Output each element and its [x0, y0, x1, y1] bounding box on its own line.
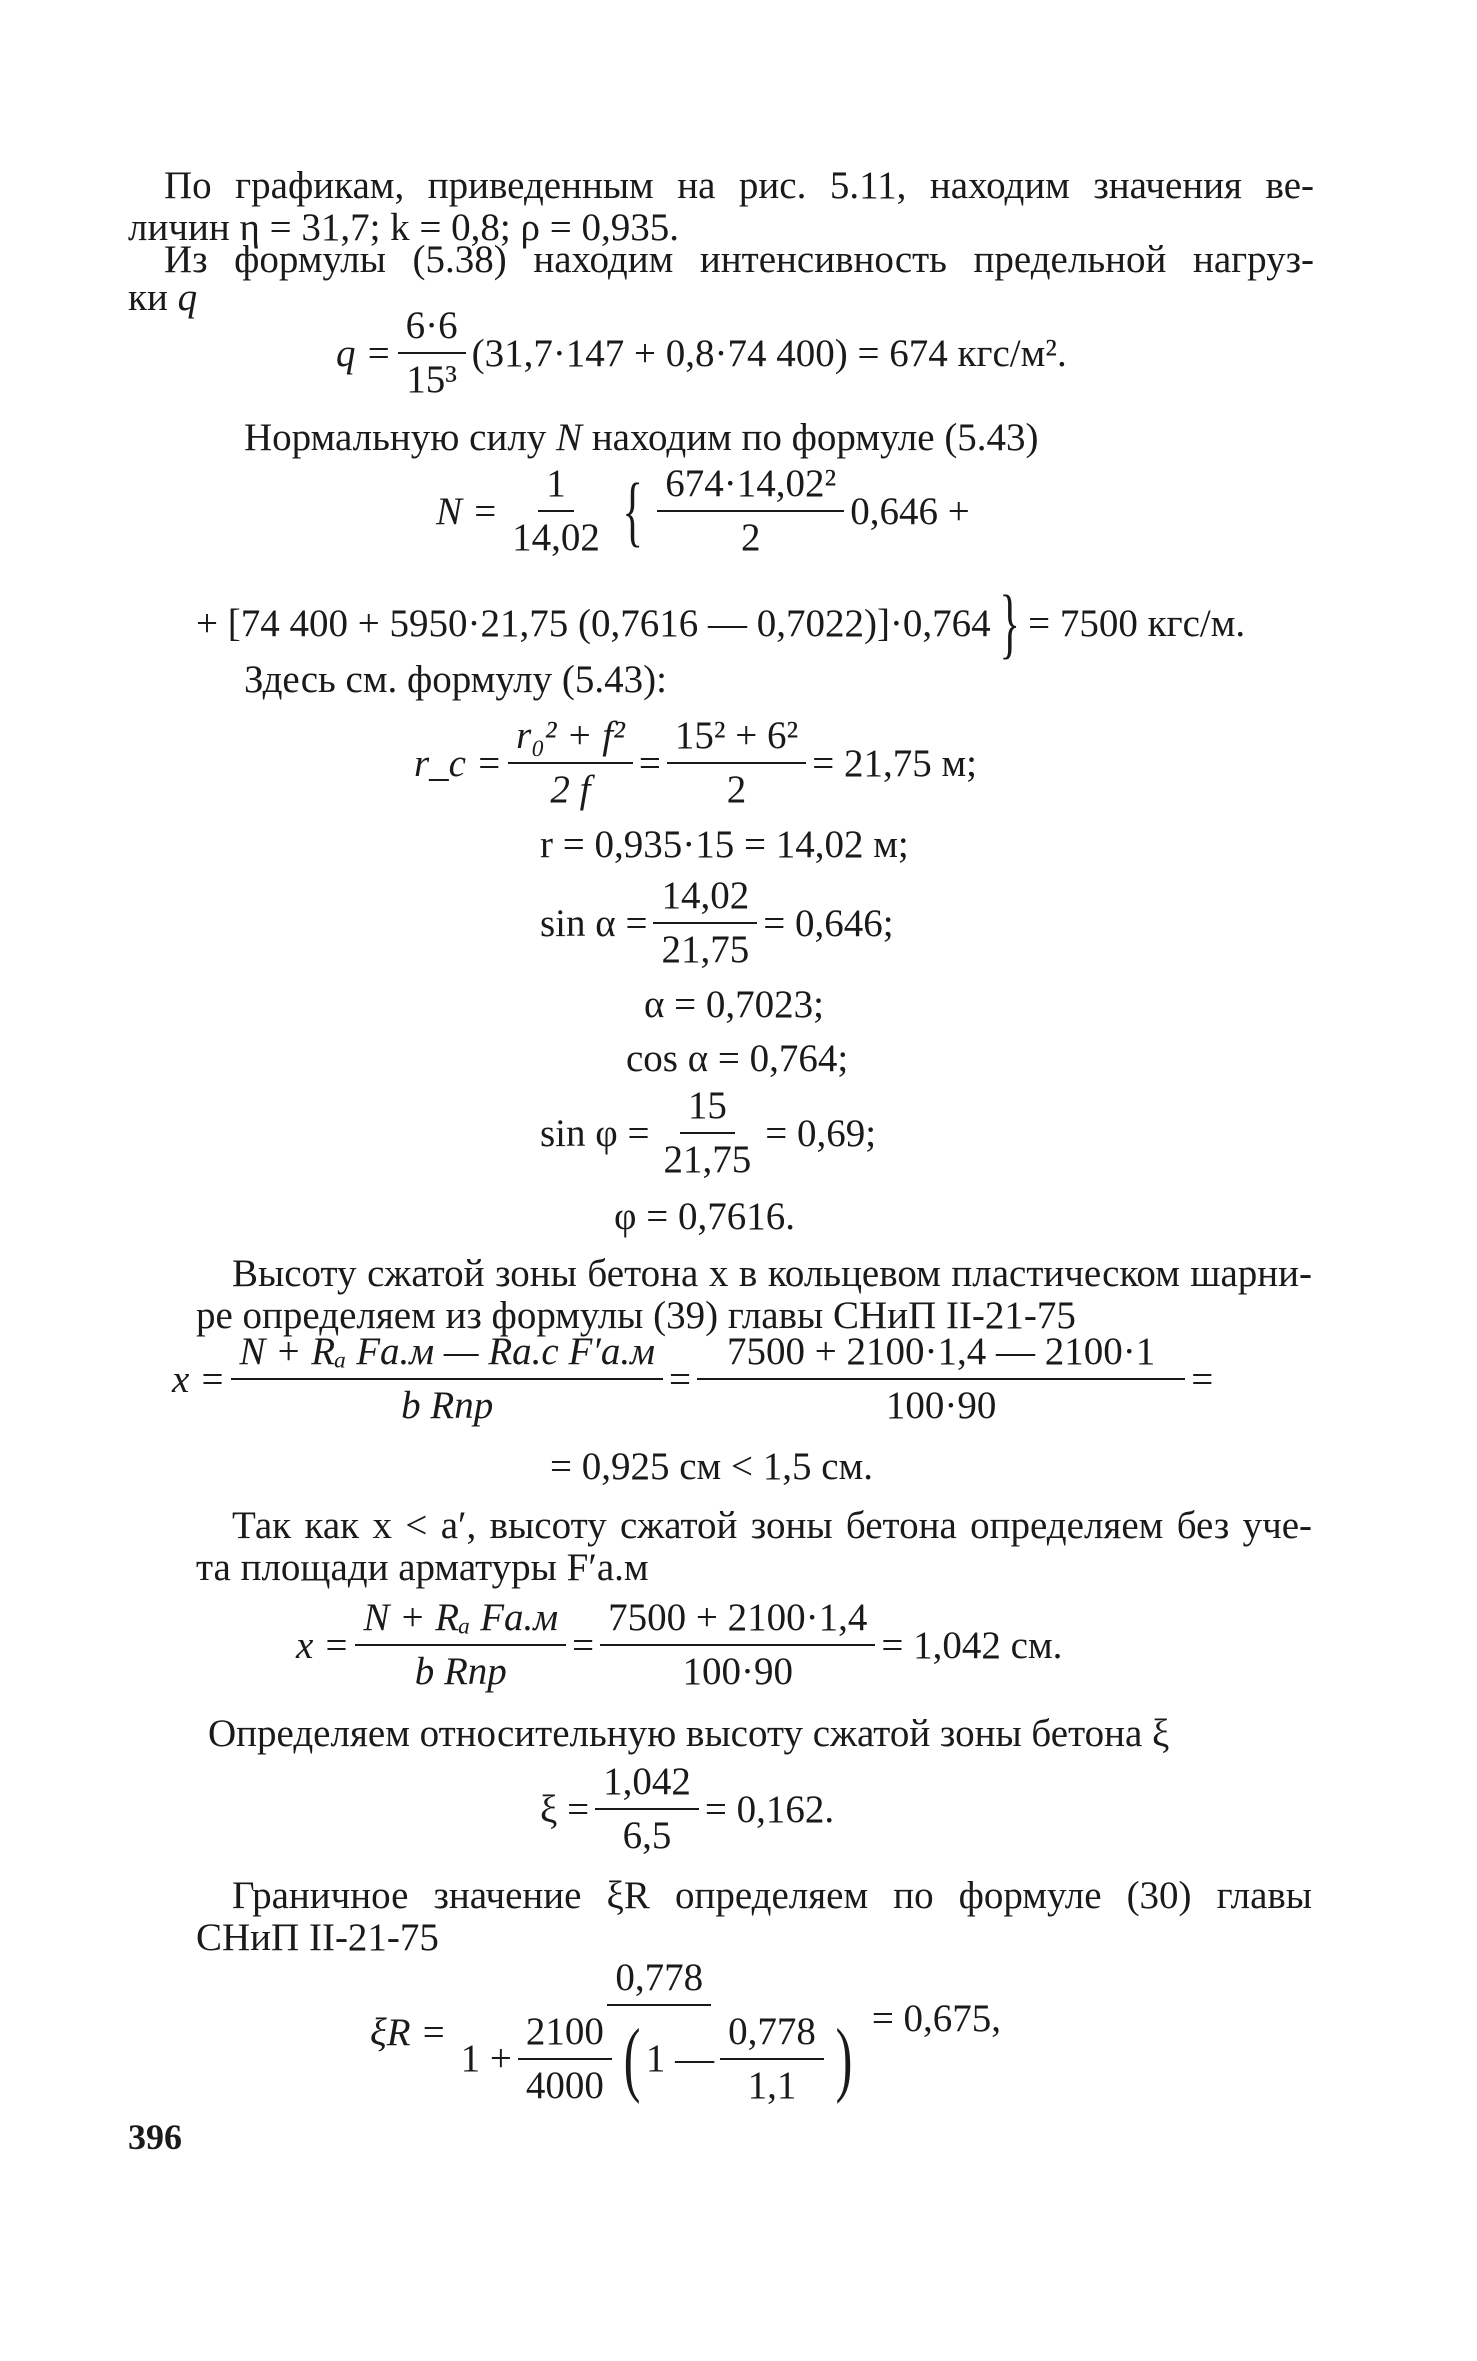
numerator: 14,02 — [653, 874, 757, 924]
eq-term: 1 — — [645, 2037, 715, 2080]
paragraph-line: та площади арматуры F′а.м — [196, 1546, 649, 1589]
denominator: 1,1 — [747, 2064, 797, 2107]
numerator: 1,042 — [595, 1760, 699, 1810]
text-fragment: находим по формуле (5.43) — [582, 416, 1039, 459]
equals: = — [668, 1357, 691, 1401]
equation-phi: φ = 0,7616. — [614, 1195, 796, 1238]
equation-N-line1 — [436, 462, 970, 560]
numerator: 0,778 — [607, 1956, 711, 2006]
paragraph-line: Определяем относительную высоту сжатой зоны бетона ξ — [208, 1712, 1170, 1755]
numerator: 7500 + 2100·1,4 — 2100·1 — [697, 1330, 1185, 1380]
equals: = — [1191, 1357, 1214, 1401]
numerator: 15² + 6² — [667, 714, 806, 764]
eq-term: + [74 400 + 5950·21,75 (0,7616 — 0,7022)]·0,764 — [196, 601, 991, 645]
numerator: 7500 + 2100·1,4 — [600, 1596, 875, 1646]
numerator: 1 — [538, 462, 574, 512]
eq-result: = 21,75 м; — [812, 741, 977, 785]
numerator: 0,778 — [720, 2010, 824, 2060]
left-paren: ( — [623, 2012, 641, 2105]
eq-lhs: x = — [296, 1623, 350, 1667]
fraction — [653, 874, 757, 972]
eq-lhs: N = — [436, 489, 499, 533]
equation-xi-R — [370, 1956, 1001, 2108]
fraction — [595, 1760, 699, 1858]
denominator: 100·90 — [682, 1650, 794, 1693]
right-paren: ) — [835, 2012, 853, 2105]
denominator — [453, 2006, 866, 2108]
numerator: r₀² + f² — [508, 714, 633, 764]
eq-result: = 1,042 см. — [881, 1623, 1063, 1667]
denominator: 15³ — [406, 358, 457, 401]
equation-N-line2 — [196, 579, 1246, 666]
numerator: N + Rₐ Fа.м — [355, 1596, 566, 1646]
denominator: 100·90 — [885, 1384, 997, 1427]
page-number: 396 — [128, 2117, 182, 2157]
fraction — [600, 1596, 875, 1694]
equation-xi — [540, 1760, 834, 1858]
equals: = — [572, 1623, 595, 1667]
denominator: 4000 — [525, 2064, 604, 2107]
fraction — [355, 1596, 566, 1694]
numerator: 15 — [680, 1084, 735, 1134]
eq-term: 1 + — [460, 2037, 512, 2080]
fraction — [667, 714, 806, 812]
denominator: 6,5 — [622, 1814, 672, 1857]
equation-sin-phi — [540, 1084, 876, 1182]
denominator: b Rпр — [401, 1384, 494, 1427]
equation-x1 — [172, 1330, 1213, 1428]
denominator: 2 — [726, 768, 747, 811]
equation-rc — [414, 714, 977, 812]
paragraph-line — [208, 414, 1039, 462]
right-brace: } — [999, 579, 1020, 666]
eq-rhs: (31,7·147 + 0,8·74 400) = 674 кгс/м². — [471, 331, 1067, 375]
fraction — [453, 1956, 866, 2108]
eq-lhs: sin α = — [540, 901, 648, 945]
eq-lhs: ξR = — [370, 2010, 447, 2054]
denominator: 14,02 — [512, 516, 600, 559]
denominator: b Rпр — [414, 1650, 507, 1693]
denominator: 21,75 — [663, 1138, 752, 1181]
fraction — [398, 304, 466, 402]
eq-term: 0,646 + — [850, 489, 970, 533]
text-fragment: Нормальную силу — [244, 416, 557, 459]
eq-result: = 0,675, — [871, 1997, 1002, 2040]
equation-x2 — [296, 1596, 1062, 1694]
numerator: N + Rₐ Fа.м — Rа.с F′а.м — [231, 1330, 663, 1380]
paragraph-line: Граничное значение ξR определяем по формуле (30) главы — [232, 1874, 1312, 1917]
paragraph-line: ре определяем из формулы (39) главы СНиП II-21-75 — [196, 1294, 1076, 1337]
paragraph-line — [128, 274, 197, 322]
fraction — [720, 2010, 824, 2108]
equation-q — [336, 304, 1067, 402]
fraction — [231, 1330, 663, 1428]
fraction — [656, 1084, 760, 1182]
eq-lhs: x = — [172, 1357, 226, 1401]
paragraph-line: По графикам, приведенным на рис. 5.11, находим значения ве- — [164, 164, 1314, 207]
numerator: 674·14,02² — [657, 462, 844, 512]
left-brace: { — [622, 467, 643, 554]
paragraph-line: Из формулы (5.38) находим интенсивность предельной нагруз- — [164, 238, 1314, 281]
paragraph-line: личин η = 31,7; k = 0,8; ρ = 0,935. — [128, 206, 679, 249]
eq-result: = 0,69; — [765, 1111, 877, 1155]
variable: N — [556, 416, 583, 459]
fraction — [508, 714, 633, 812]
denominator: 2 f — [550, 768, 591, 811]
equation-cos-alpha: cos α = 0,764; — [626, 1037, 849, 1080]
variable: q — [177, 276, 198, 319]
fraction — [697, 1330, 1185, 1428]
numerator: 2100 — [518, 2010, 612, 2060]
fraction — [518, 2010, 612, 2108]
equation-sin-alpha — [540, 874, 894, 972]
eq-result: = 0,162. — [704, 1787, 835, 1831]
equation-r: r = 0,935·15 = 14,02 м; — [540, 823, 909, 866]
paragraph-line: Здесь см. формулу (5.43): — [244, 658, 667, 701]
paragraph-line: СНиП II-21-75 — [196, 1916, 439, 1959]
fraction — [657, 462, 844, 560]
paragraph-line: Высоту сжатой зоны бетона x в кольцевом пластическом шарни- — [232, 1252, 1312, 1295]
denominator: 2 — [741, 516, 761, 559]
equation-alpha: α = 0,7023; — [644, 983, 825, 1026]
denominator: 21,75 — [661, 928, 750, 971]
eq-result: = 0,646; — [763, 901, 894, 945]
equals: = — [638, 741, 661, 785]
eq-result: = 7500 кгс/м. — [1028, 601, 1246, 645]
paragraph-line: Так как x < a′, высоту сжатой зоны бетона определяем без уче- — [232, 1504, 1312, 1547]
eq-lhs: q = — [336, 331, 392, 375]
eq-lhs: r_c = — [414, 741, 503, 785]
equation-x1-line2: = 0,925 см < 1,5 см. — [550, 1445, 873, 1488]
eq-lhs: ξ = — [540, 1787, 590, 1831]
text-fragment: ки — [128, 276, 178, 319]
numerator: 6·6 — [398, 304, 466, 354]
eq-lhs: sin φ = — [540, 1111, 650, 1155]
fraction — [504, 462, 608, 560]
